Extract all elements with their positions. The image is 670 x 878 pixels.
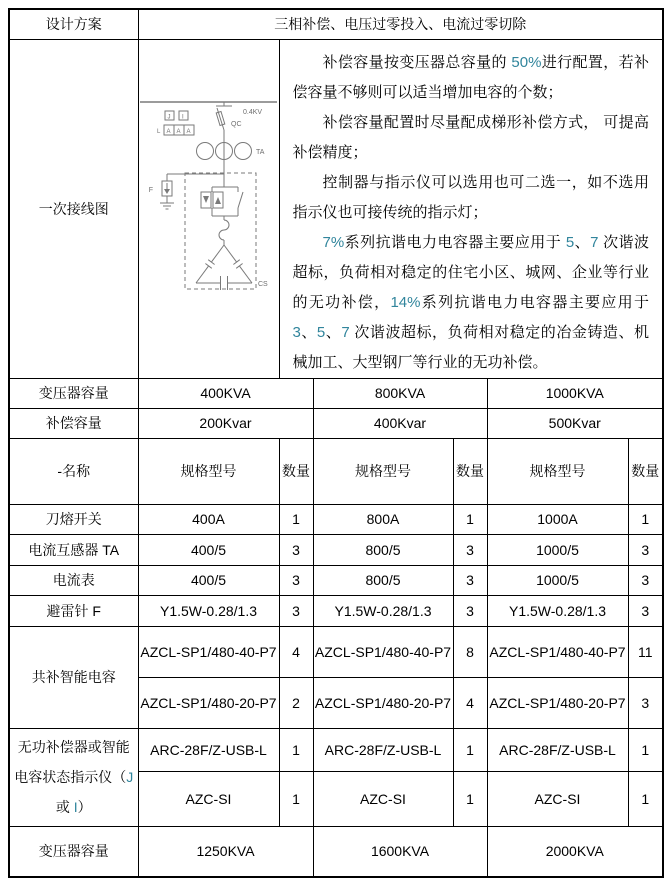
spec-column-header: 规格型号 [313,438,453,504]
svg-text:A: A [186,128,191,135]
compensation-capacity-value: 200Kvar [138,408,313,438]
diagram-label: 一次接线图 [9,39,138,378]
spec-value: AZCL-SP1/480-40-P7 [313,626,453,677]
qty-value: 11 [628,626,663,677]
spec-value: 1000/5 [487,565,628,595]
indicator-i-label: I [182,114,184,120]
qc-label: QC [231,120,242,128]
column-header-row [9,438,663,504]
reactor-coil [219,220,229,240]
spec-value: AZC-SI [138,771,279,826]
qty-column-header: 数量 [279,438,313,504]
qty-column-header: 数量 [628,438,663,504]
qty-value: 1 [628,771,663,826]
design-value: 三相补偿、电压过零投入、电流过零切除 [138,9,663,39]
spec-value: 800/5 [313,565,453,595]
transformer-capacity-value: 1000KVA [487,378,663,408]
svg-text:A: A [176,128,181,135]
transformer-capacity-label: 变压器容量 [9,826,138,877]
spec-value: AZC-SI [313,771,453,826]
spec-value: 800A [313,504,453,534]
name-column-header: -名称 [9,438,138,504]
note-paragraph: 补偿容量按变压器总容量的 50%进行配置，若补偿容量不够则可以适当增加电容的个数； [292,53,649,101]
bus-voltage-label: 0.4KV [243,108,263,116]
qty-value: 4 [279,626,313,677]
spec-value: Y1.5W-0.28/1.3 [487,595,628,626]
equipment-group-row [9,728,663,771]
spec-value: ARC-28F/Z-USB-L [487,728,628,771]
qty-value: 3 [628,534,663,565]
qty-value: 3 [279,534,313,565]
arrester-label: F [148,186,153,194]
spec-value: 400/5 [138,534,279,565]
spec-value: 1000A [487,504,628,534]
note-paragraph: 7%系列抗谐电力电容器主要应用于 5、7 次谐波超标，负荷相对稳定的住宅小区、城网、企业等行业的无功补偿，14%系列抗谐电力电容器主要应用于 3、5、7 次谐波超标，负荷相对稳定的冶金铸造、机械加工、大型钢厂等行业的无功补偿。 [292,233,650,371]
indicator-j-label: J [167,114,171,120]
transformer-capacity-value: 1600KVA [313,826,487,877]
ct-circle [235,142,252,159]
spec-value: 400/5 [138,565,279,595]
equipment-group-row [9,626,663,677]
spec-column-header: 规格型号 [487,438,628,504]
notes-cell [279,39,663,378]
spec-value: AZC-SI [487,771,628,826]
spec-table [8,8,664,878]
qty-value: 2 [279,677,313,728]
equipment-group-name: 无功补偿器或智能电容状态指示仪（J 或 I） [9,728,138,826]
qty-value: 1 [279,728,313,771]
note-paragraph: 控制器与指示仪可以选用也可二选一，如不选用指示仪也可接传统的指示灯； [292,173,649,221]
note-paragraph: 补偿容量配置时尽量配成梯形补偿方式， 可提高补偿精度； [292,113,649,161]
spec-value: AZCL-SP1/480-20-P7 [313,677,453,728]
qty-value: 3 [453,534,487,565]
qty-value: 3 [453,595,487,626]
qty-value: 3 [453,565,487,595]
spec-value: AZCL-SP1/480-20-P7 [138,677,279,728]
qty-value: 1 [279,771,313,826]
qty-value: 3 [628,565,663,595]
equipment-name: 刀熔开关 [9,504,138,534]
contactor-blade [238,192,243,208]
spec-value: ARC-28F/Z-USB-L [313,728,453,771]
qty-value: 1 [628,728,663,771]
spec-column-header: 规格型号 [138,438,279,504]
qty-value: 1 [279,504,313,534]
spec-value: ARC-28F/Z-USB-L [138,728,279,771]
compensation-capacity-value: 500Kvar [487,408,663,438]
transformer-capacity-value: 800KVA [313,378,487,408]
equipment-row [9,534,663,565]
ct-circle [197,142,214,159]
qty-value: 3 [628,677,663,728]
compensation-capacity-row [9,408,663,438]
qty-value: 3 [628,595,663,626]
spec-sheet [8,8,664,878]
spec-value: AZCL-SP1/480-20-P7 [487,677,628,728]
design-row [9,9,663,39]
transformer-capacity-row-bottom [9,826,663,877]
compensation-capacity-label: 补偿容量 [9,408,138,438]
spec-value: 400A [138,504,279,534]
equipment-row [9,565,663,595]
transformer-capacity-value: 2000KVA [487,826,663,877]
qty-value: 3 [279,565,313,595]
design-label: 设计方案 [9,9,138,39]
equipment-name: 避雷针 F [9,595,138,626]
diagram-row [9,39,663,378]
equipment-name: 电流互感器 TA [9,534,138,565]
compensation-capacity-value: 400Kvar [313,408,487,438]
svg-text:A: A [166,128,171,135]
equipment-name: 电流表 [9,565,138,595]
spec-value: AZCL-SP1/480-40-P7 [138,626,279,677]
cs-label: CS [258,280,268,288]
transformer-capacity-row [9,378,663,408]
spec-value: 1000/5 [487,534,628,565]
equipment-row [9,595,663,626]
spec-value: Y1.5W-0.28/1.3 [313,595,453,626]
qty-column-header: 数量 [453,438,487,504]
ta-label: TA [256,148,265,156]
single-line-diagram-cell [138,39,279,378]
spec-value: Y1.5W-0.28/1.3 [138,595,279,626]
qty-value: 1 [628,504,663,534]
meter-l-label: L [157,128,161,135]
single-line-diagram [139,40,278,352]
qty-value: 1 [453,504,487,534]
qty-value: 3 [279,595,313,626]
qty-value: 4 [453,677,487,728]
transformer-capacity-value: 1250KVA [138,826,313,877]
qty-value: 1 [453,728,487,771]
transformer-capacity-value: 400KVA [138,378,313,408]
equipment-row [9,504,663,534]
qty-value: 8 [453,626,487,677]
transformer-capacity-label: 变压器容量 [9,378,138,408]
spec-value: AZCL-SP1/480-40-P7 [487,626,628,677]
qty-value: 1 [453,771,487,826]
equipment-group-name: 共补智能电容 [9,626,138,728]
spec-value: 800/5 [313,534,453,565]
